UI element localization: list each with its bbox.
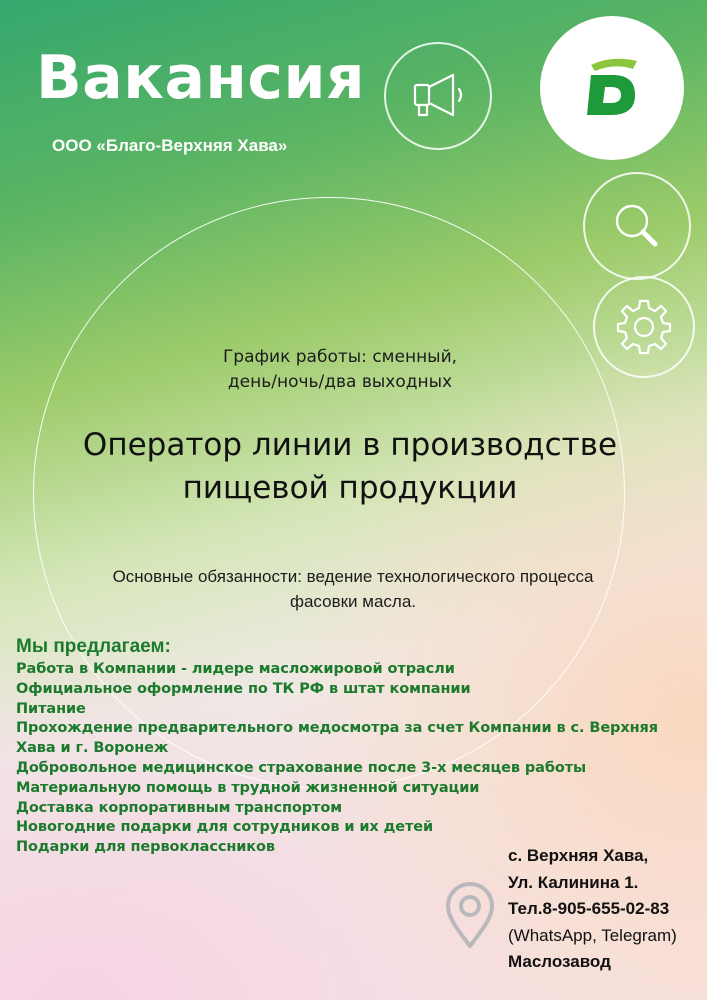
offer-item: Подарки для первоклассников <box>16 839 275 856</box>
megaphone-icon <box>384 42 492 150</box>
address-village: с. Верхняя Хава, <box>508 846 649 865</box>
address-street: Ул. Калинина 1. <box>508 872 639 892</box>
offer-list <box>16 660 658 858</box>
duties-text <box>40 564 666 614</box>
work-schedule <box>150 345 530 395</box>
offer-item: Новогодние подарки для сотрудников и их детей <box>16 819 434 836</box>
position-title <box>20 424 680 510</box>
offer-item: Доставка корпоративным транспортом <box>16 799 342 816</box>
offer-item: Работа в Компании - лидере масложировой отрасли <box>16 661 455 677</box>
phone-number: Тел.8-905-655-02-83 <box>508 899 670 919</box>
position-line: пищевой продукции <box>182 470 518 506</box>
schedule-line: день/ночь/два выходных <box>227 372 453 392</box>
offer-item: Питание <box>16 700 86 717</box>
page-title: Вакансия <box>36 43 366 113</box>
offer-item: Хава и г. Воронеж <box>16 740 169 757</box>
offer-item: Официальное оформление по ТК РФ в штат компании <box>16 680 471 697</box>
messengers-note: (WhatsApp, Telegram) <box>508 925 677 945</box>
location-pin-icon <box>440 880 500 956</box>
offer-item: Материальную помощь в трудной жизненной ситуации <box>16 779 480 796</box>
gear-icon <box>593 276 695 378</box>
company-name: ООО «Благо-Верхняя Хава» <box>52 136 288 155</box>
workplace-name: Маслозавод <box>508 952 611 972</box>
contact-block <box>508 843 677 976</box>
schedule-line: График работы: сменный, <box>222 347 458 367</box>
duties-line: Основные обязанности: ведение технологического процесса <box>112 567 594 586</box>
duties-line: фасовки масла. <box>289 592 416 611</box>
position-line: Оператор линии в производстве <box>82 427 618 463</box>
offer-item: Прохождение предварительного медосмотра за счет Компании в с. Верхняя <box>16 720 658 737</box>
search-icon <box>583 172 691 280</box>
company-logo <box>540 16 684 160</box>
offer-heading: Мы предлагаем: <box>16 636 171 657</box>
offer-item: Добровольное медицинское страхование после 3-х месяцев работы <box>16 759 587 776</box>
